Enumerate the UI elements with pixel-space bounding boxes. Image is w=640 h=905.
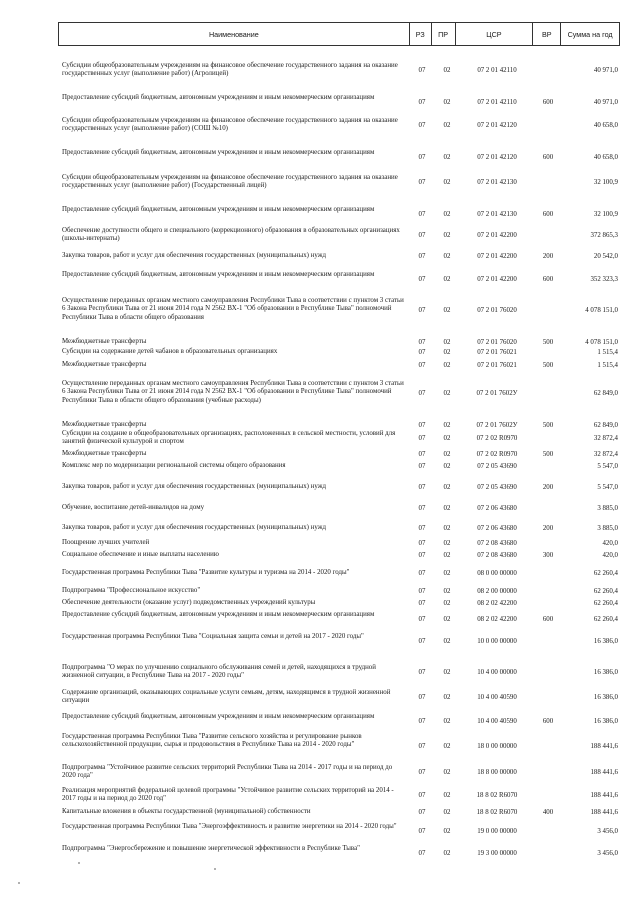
row-vr: 500 bbox=[542, 339, 554, 346]
row-csr: 10 0 00 00000 bbox=[477, 638, 517, 645]
row-rz: 07 bbox=[418, 179, 426, 186]
row-pr: 02 bbox=[443, 525, 451, 532]
row-sum: 20 542,0 bbox=[593, 253, 618, 260]
row-sum: 3 456,0 bbox=[597, 828, 618, 835]
row-rz: 07 bbox=[418, 276, 426, 283]
row-name: Государственная программа Республики Тыва "Энергоэффективность и развитие энергетики на 2014 - 2020 годы" bbox=[62, 823, 397, 830]
row-name: Закупка товаров, работ и услуг для обеспечения государственных (муниципальных) нужд bbox=[62, 483, 326, 490]
row-name: Содержание организаций, оказывающих социальные услуги семьям, детям, находящимся в трудной жизненной ситуации bbox=[62, 689, 391, 705]
row-sum: 62 260,4 bbox=[593, 588, 618, 595]
row-csr: 07 2 01 42120 bbox=[477, 154, 517, 161]
row-rz: 07 bbox=[418, 211, 426, 218]
header-sum: Сумма на год bbox=[567, 29, 613, 39]
row-rz: 07 bbox=[418, 484, 426, 491]
row-rz: 07 bbox=[418, 638, 426, 645]
row-name: Межбюджетные трансферты bbox=[62, 361, 147, 368]
table-row bbox=[58, 764, 620, 782]
row-pr: 02 bbox=[443, 307, 451, 314]
row-name: Предоставление субсидий бюджетным, автономным учреждениям и иным некоммерческим организациям bbox=[62, 611, 375, 618]
row-name: Подпрограмма "Энергосбережение и повышение энергетической эффективности в Республике Тыва" bbox=[62, 845, 360, 852]
row-csr: 07 2 08 43680 bbox=[477, 540, 517, 547]
row-csr: 07 2 08 43680 bbox=[477, 552, 517, 559]
table-row bbox=[58, 380, 620, 407]
table-row bbox=[58, 808, 620, 817]
scan-speck bbox=[78, 862, 80, 864]
row-pr: 02 bbox=[443, 638, 451, 645]
table-row bbox=[58, 348, 620, 357]
row-pr: 02 bbox=[443, 769, 451, 776]
row-pr: 02 bbox=[443, 694, 451, 701]
row-csr: 07 2 01 42200 bbox=[477, 276, 517, 283]
row-csr: 07 2 06 43680 bbox=[477, 505, 517, 512]
row-sum: 16 386,0 bbox=[593, 669, 618, 676]
row-pr: 02 bbox=[443, 67, 451, 74]
table-row bbox=[58, 524, 620, 533]
row-name: Государственная программа Республики Тыва "Социальная защита семьи и детей на 2017 - 2020 годы" bbox=[62, 633, 364, 640]
header-vr: ВР bbox=[533, 23, 561, 45]
row-csr: 18 0 00 00000 bbox=[477, 743, 517, 750]
row-sum: 5 547,0 bbox=[597, 463, 618, 470]
row-sum: 32 100,9 bbox=[593, 179, 618, 186]
row-csr: 07 2 05 43690 bbox=[477, 484, 517, 491]
row-name: Государственная программа Республики Тыва "Развитие сельского хозяйства и регулирование рынков сельскохозяйственной продукции, сырья и продовольствия в Республике Тыва на 2014 - 2020 годы" bbox=[62, 733, 362, 749]
row-name: Предоставление субсидий бюджетным, автономным учреждениям и иным некоммерческим организациям bbox=[62, 149, 375, 156]
table-row bbox=[58, 252, 620, 261]
row-rz: 07 bbox=[418, 349, 426, 356]
row-name: Межбюджетные трансферты bbox=[62, 338, 147, 345]
row-csr: 07 2 01 42200 bbox=[477, 253, 517, 260]
row-csr: 07 2 01 76021 bbox=[477, 349, 517, 356]
row-name: Подпрограмма "О мерах по улучшению социального обслуживания семей и детей, находящихся в трудной жизненной ситуации, в Республике Тыва на 2017 - 2020 годы" bbox=[62, 664, 376, 680]
row-sum: 4 078 151,0 bbox=[585, 339, 618, 346]
scan-speck bbox=[214, 868, 216, 870]
row-name: Субсидии на создание в общеобразовательных организациях, расположенных в сельской местности, условий для занятий физической культурой и спортом bbox=[62, 430, 396, 446]
row-rz: 07 bbox=[418, 669, 426, 676]
table-row bbox=[58, 297, 620, 324]
header-rz: РЗ bbox=[410, 23, 432, 45]
table-row bbox=[58, 361, 620, 370]
row-pr: 02 bbox=[443, 463, 451, 470]
row-csr: 07 2 01 42120 bbox=[477, 122, 517, 129]
row-sum: 32 872,4 bbox=[593, 435, 618, 442]
row-csr: 07 2 01 7602У bbox=[476, 390, 518, 397]
row-vr: 600 bbox=[542, 154, 554, 161]
header-pr: ПР bbox=[432, 23, 456, 45]
row-name: Межбюджетные трансферты bbox=[62, 450, 147, 457]
header-csr: ЦСР bbox=[456, 23, 534, 45]
row-sum: 16 386,0 bbox=[593, 694, 618, 701]
table-row bbox=[58, 569, 620, 578]
row-csr: 07 2 01 42200 bbox=[477, 232, 517, 239]
row-csr: 07 2 01 7602У bbox=[476, 422, 518, 429]
header-name: Наименование bbox=[59, 23, 410, 45]
row-pr: 02 bbox=[443, 600, 451, 607]
table-row bbox=[58, 430, 620, 448]
row-rz: 07 bbox=[418, 253, 426, 260]
row-pr: 02 bbox=[443, 253, 451, 260]
table-row bbox=[58, 587, 620, 596]
row-pr: 02 bbox=[443, 570, 451, 577]
row-pr: 02 bbox=[443, 540, 451, 547]
row-vr: 600 bbox=[542, 718, 554, 725]
row-csr: 07 2 01 42130 bbox=[477, 211, 517, 218]
row-csr: 10 4 00 00000 bbox=[477, 669, 517, 676]
row-sum: 420,0 bbox=[602, 552, 618, 559]
row-csr: 08 0 00 00000 bbox=[477, 570, 517, 577]
row-vr: 200 bbox=[542, 253, 554, 260]
row-rz: 07 bbox=[418, 232, 426, 239]
row-csr: 08 2 02 42200 bbox=[477, 616, 517, 623]
row-sum: 3 456,0 bbox=[597, 850, 618, 857]
row-rz: 07 bbox=[418, 570, 426, 577]
row-rz: 07 bbox=[418, 390, 426, 397]
row-rz: 07 bbox=[418, 828, 426, 835]
row-sum: 1 515,4 bbox=[597, 349, 618, 356]
table-row bbox=[58, 421, 620, 430]
row-vr: 600 bbox=[542, 616, 554, 623]
row-name: Межбюджетные трансферты bbox=[62, 421, 147, 428]
row-vr: 200 bbox=[542, 525, 554, 532]
row-rz: 07 bbox=[418, 525, 426, 532]
row-sum: 62 260,4 bbox=[593, 600, 618, 607]
row-vr: 500 bbox=[542, 362, 554, 369]
row-pr: 02 bbox=[443, 850, 451, 857]
row-rz: 07 bbox=[418, 99, 426, 106]
table-row bbox=[58, 149, 620, 167]
row-sum: 420,0 bbox=[602, 540, 618, 547]
row-sum: 188 441,6 bbox=[590, 792, 618, 799]
row-name: Социальное обеспечение и иные выплаты населению bbox=[62, 551, 219, 558]
row-pr: 02 bbox=[443, 484, 451, 491]
row-name: Субсидии общеобразовательным учреждениям на финансовое обеспечение государственного задания на оказание государственных услуг (выполнение работ) (СОШ №10) bbox=[62, 117, 398, 133]
row-pr: 02 bbox=[443, 552, 451, 559]
table-row bbox=[58, 611, 620, 629]
row-name: Подпрограмма "Профессиональное искусство" bbox=[62, 587, 201, 594]
row-name: Предоставление субсидий бюджетным, автономным учреждениям и иным некоммерческим организациям bbox=[62, 94, 375, 101]
row-name: Обучение, воспитание детей-инвалидов на дому bbox=[62, 504, 205, 511]
row-csr: 18 8 02 R6070 bbox=[476, 809, 518, 816]
row-sum: 188 441,6 bbox=[590, 809, 618, 816]
row-name: Капитальные вложения в объекты государственной (муниципальной) собственности bbox=[62, 808, 311, 815]
row-rz: 07 bbox=[418, 588, 426, 595]
row-sum: 16 386,0 bbox=[593, 638, 618, 645]
row-pr: 02 bbox=[443, 435, 451, 442]
row-pr: 02 bbox=[443, 339, 451, 346]
row-pr: 02 bbox=[443, 718, 451, 725]
row-csr: 07 2 01 42130 bbox=[477, 179, 517, 186]
table-row bbox=[58, 664, 620, 682]
row-rz: 07 bbox=[418, 809, 426, 816]
row-csr: 08 2 02 42200 bbox=[477, 600, 517, 607]
row-name: Осуществление переданных органам местного самоуправления Республики Тыва в соответствии с пунктом 3 статьи 6 Закона Республики Тыва от 21 июня 2014 года N 2562 ВХ-1 "Об образовании в Республике Тыва" полномочий Республики Тыва в области общего образования bbox=[62, 297, 404, 321]
row-sum: 62 260,4 bbox=[593, 570, 618, 577]
row-name: Субсидии общеобразовательным учреждениям на финансовое обеспечение государственного задания на оказание государственных услуг (выполнение работ) (Государственный лицей) bbox=[62, 174, 398, 190]
row-name: Реализация мероприятий федеральной целевой программы "Устойчивое развитие сельских территорий на 2014 - 2017 годы и на период до 2020 год" bbox=[62, 787, 394, 803]
table-row bbox=[58, 551, 620, 560]
table-row bbox=[58, 539, 620, 548]
row-rz: 07 bbox=[418, 694, 426, 701]
row-csr: 19 3 00 00000 bbox=[477, 850, 517, 857]
row-name: Поощрение лучших учителей bbox=[62, 539, 150, 546]
row-vr: 300 bbox=[542, 552, 554, 559]
row-rz: 07 bbox=[418, 451, 426, 458]
row-name: Субсидии общеобразовательным учреждениям на финансовое обеспечение государственного задания на оказание государственных услуг (выполнение работ) (Агролицей) bbox=[62, 62, 398, 78]
row-rz: 07 bbox=[418, 769, 426, 776]
table-row bbox=[58, 823, 620, 841]
row-csr: 19 0 00 00000 bbox=[477, 828, 517, 835]
row-csr: 07 2 05 43690 bbox=[477, 463, 517, 470]
row-csr: 07 2 02 R0970 bbox=[476, 435, 518, 442]
row-vr: 600 bbox=[542, 211, 554, 218]
table-header bbox=[58, 22, 620, 46]
row-sum: 32 100,9 bbox=[593, 211, 618, 218]
row-sum: 4 078 151,0 bbox=[585, 307, 618, 314]
row-rz: 07 bbox=[418, 552, 426, 559]
table-row bbox=[58, 733, 620, 760]
row-pr: 02 bbox=[443, 588, 451, 595]
row-csr: 07 2 01 76021 bbox=[477, 362, 517, 369]
row-pr: 02 bbox=[443, 390, 451, 397]
row-sum: 372 865,3 bbox=[590, 232, 618, 239]
row-csr: 07 2 01 76020 bbox=[477, 339, 517, 346]
row-pr: 02 bbox=[443, 451, 451, 458]
row-vr: 200 bbox=[542, 484, 554, 491]
row-rz: 07 bbox=[418, 792, 426, 799]
row-name: Субсидии на содержание детей чабанов в образовательных организациях bbox=[62, 348, 278, 355]
row-pr: 02 bbox=[443, 349, 451, 356]
row-sum: 188 441,6 bbox=[590, 769, 618, 776]
row-pr: 02 bbox=[443, 792, 451, 799]
row-rz: 07 bbox=[418, 616, 426, 623]
row-pr: 02 bbox=[443, 154, 451, 161]
row-csr: 18 8 02 R6070 bbox=[476, 792, 518, 799]
table-row bbox=[58, 94, 620, 112]
row-csr: 08 2 00 00000 bbox=[477, 588, 517, 595]
table-row bbox=[58, 504, 620, 513]
row-rz: 07 bbox=[418, 540, 426, 547]
row-csr: 18 8 00 00000 bbox=[477, 769, 517, 776]
table-row bbox=[58, 450, 620, 459]
row-name: Обеспечение деятельности (оказание услуг) подведомственных учреждений культуры bbox=[62, 599, 316, 606]
row-vr: 500 bbox=[542, 451, 554, 458]
row-rz: 07 bbox=[418, 463, 426, 470]
row-vr: 600 bbox=[542, 276, 554, 283]
row-pr: 02 bbox=[443, 505, 451, 512]
row-sum: 1 515,4 bbox=[597, 362, 618, 369]
row-name: Закупка товаров, работ и услуг для обеспечения государственных (муниципальных) нужд bbox=[62, 524, 326, 531]
row-csr: 10 4 00 40590 bbox=[477, 718, 517, 725]
row-name: Осуществление переданных органам местного самоуправления Республики Тыва в соответствии с пунктом 3 статьи 6 Закона Республики Тыва от 21 июня 2014 года N 2562 ВХ-1 "Об образовании в Республике Тыва" полномочий Республики Тыва в области общего образования (учебные расходы) bbox=[62, 380, 404, 404]
row-name: Предоставление субсидий бюджетным, автономным учреждениям и иным некоммерческим организациям bbox=[62, 206, 375, 213]
row-rz: 07 bbox=[418, 422, 426, 429]
row-pr: 02 bbox=[443, 179, 451, 186]
row-rz: 07 bbox=[418, 743, 426, 750]
row-sum: 40 971,0 bbox=[593, 67, 618, 74]
row-sum: 3 885,0 bbox=[597, 505, 618, 512]
row-pr: 02 bbox=[443, 809, 451, 816]
row-name: Обеспечение доступности общего и специального (коррекционного) образования в образовательных организациях (школы-интернаты) bbox=[62, 227, 400, 243]
table-row bbox=[58, 689, 620, 707]
row-vr: 500 bbox=[542, 422, 554, 429]
row-vr: 400 bbox=[542, 809, 554, 816]
row-pr: 02 bbox=[443, 122, 451, 129]
table-row bbox=[58, 174, 620, 192]
row-sum: 32 872,4 bbox=[593, 451, 618, 458]
row-csr: 07 2 02 R0970 bbox=[476, 451, 518, 458]
row-sum: 62 849,0 bbox=[593, 390, 618, 397]
row-pr: 02 bbox=[443, 616, 451, 623]
row-sum: 188 441,6 bbox=[590, 743, 618, 750]
row-rz: 07 bbox=[418, 850, 426, 857]
row-name: Закупка товаров, работ и услуг для обеспечения государственных (муниципальных) нужд bbox=[62, 252, 326, 259]
table-row bbox=[58, 62, 620, 80]
row-rz: 07 bbox=[418, 505, 426, 512]
scan-speck bbox=[18, 882, 20, 884]
row-sum: 62 260,4 bbox=[593, 616, 618, 623]
row-pr: 02 bbox=[443, 232, 451, 239]
row-rz: 07 bbox=[418, 67, 426, 74]
row-name: Подпрограмма "Устойчивое развитие сельских территорий Республики Тыва на 2014 - 2017 годы и на период до 2020 года" bbox=[62, 764, 393, 780]
table-row bbox=[58, 227, 620, 245]
row-rz: 07 bbox=[418, 154, 426, 161]
table-row bbox=[58, 271, 620, 289]
table-row bbox=[58, 787, 620, 805]
row-rz: 07 bbox=[418, 600, 426, 607]
row-sum: 352 323,3 bbox=[590, 276, 618, 283]
row-pr: 02 bbox=[443, 422, 451, 429]
table-row bbox=[58, 338, 620, 347]
row-sum: 16 386,0 bbox=[593, 718, 618, 725]
row-sum: 3 885,0 bbox=[597, 525, 618, 532]
table-row bbox=[58, 462, 620, 471]
row-sum: 40 658,0 bbox=[593, 154, 618, 161]
row-sum: 40 658,0 bbox=[593, 122, 618, 129]
row-pr: 02 bbox=[443, 99, 451, 106]
row-pr: 02 bbox=[443, 276, 451, 283]
row-pr: 02 bbox=[443, 211, 451, 218]
table-row bbox=[58, 117, 620, 135]
row-name: Государственная программа Республики Тыва "Развитие культуры и туризма на 2014 - 2020 годы" bbox=[62, 569, 350, 576]
row-pr: 02 bbox=[443, 743, 451, 750]
table-row bbox=[58, 599, 620, 608]
row-csr: 07 2 01 42110 bbox=[477, 99, 517, 106]
row-vr: 600 bbox=[542, 99, 554, 106]
row-pr: 02 bbox=[443, 362, 451, 369]
row-rz: 07 bbox=[418, 339, 426, 346]
row-name: Предоставление субсидий бюджетным, автономным учреждениям и иным некоммерческим организациям bbox=[62, 713, 375, 720]
table-row bbox=[58, 713, 620, 731]
row-name: Предоставление субсидий бюджетным, автономным учреждениям и иным некоммерческим организациям bbox=[62, 271, 375, 278]
row-rz: 07 bbox=[418, 307, 426, 314]
row-csr: 07 2 06 43680 bbox=[477, 525, 517, 532]
table-row bbox=[58, 633, 620, 651]
row-sum: 62 849,0 bbox=[593, 422, 618, 429]
row-sum: 5 547,0 bbox=[597, 484, 618, 491]
row-rz: 07 bbox=[418, 435, 426, 442]
row-csr: 10 4 00 40590 bbox=[477, 694, 517, 701]
row-name: Комплекс мер по модернизации региональной системы общего образования bbox=[62, 462, 286, 469]
row-rz: 07 bbox=[418, 718, 426, 725]
row-pr: 02 bbox=[443, 669, 451, 676]
row-csr: 07 2 01 76020 bbox=[477, 307, 517, 314]
row-pr: 02 bbox=[443, 828, 451, 835]
row-csr: 07 2 01 42110 bbox=[477, 67, 517, 74]
table-row bbox=[58, 483, 620, 492]
table-row bbox=[58, 206, 620, 224]
row-rz: 07 bbox=[418, 362, 426, 369]
row-rz: 07 bbox=[418, 122, 426, 129]
table-row bbox=[58, 845, 620, 863]
row-sum: 40 971,0 bbox=[593, 99, 618, 106]
